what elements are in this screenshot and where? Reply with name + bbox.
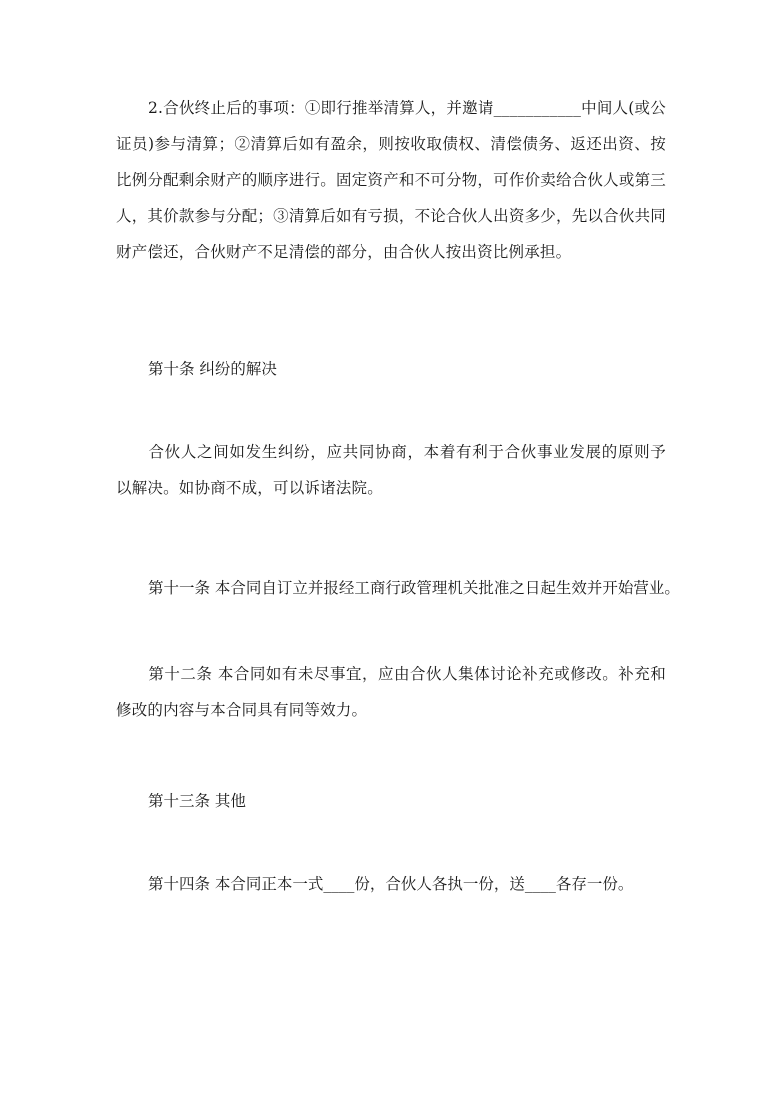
article-12-text: 第十二条 本合同如有未尽事宜，应由合伙人集体讨论补充或修改。补充和修改的内容与本合同具有同等效力。 [116,665,666,719]
paragraph-dispute-resolution [116,434,666,506]
paragraph-termination-matters [116,90,666,270]
article-11-text: 第十一条 本合同自订立并报经工商行政管理机关批准之日起生效并开始营业。 [148,579,680,597]
paragraph-dispute-text: 合伙人之间如发生纠纷，应共同协商，本着有利于合伙事业发展的原则予以解决。如协商不成，可以诉诸法院。 [116,443,666,497]
paragraph-termination-text: 2.合伙终止后的事项：①即行推举清算人，并邀请___________中间人(或公证员)参与清算；②清算后如有盈余，则按收取债权、清偿债务、返还出资、按比例分配剩余财产的顺序进行。固定资产和不可分物，可作价卖给合伙人或第三人，其价款参与分配；③清算后如有亏损，不论合伙人出资多少，先以合伙共同财产偿还，合伙财产不足清偿的部分，由合伙人按出资比例承担。 [116,99,666,261]
article-13-text: 第十三条 其他 [148,792,246,810]
article-10-heading: 第十条 纠纷的解决 [148,360,277,378]
article-14-text: 第十四条 本合同正本一式____份，合伙人各执一份，送____各存一份。 [148,875,634,893]
paragraph-article-12 [116,656,666,728]
